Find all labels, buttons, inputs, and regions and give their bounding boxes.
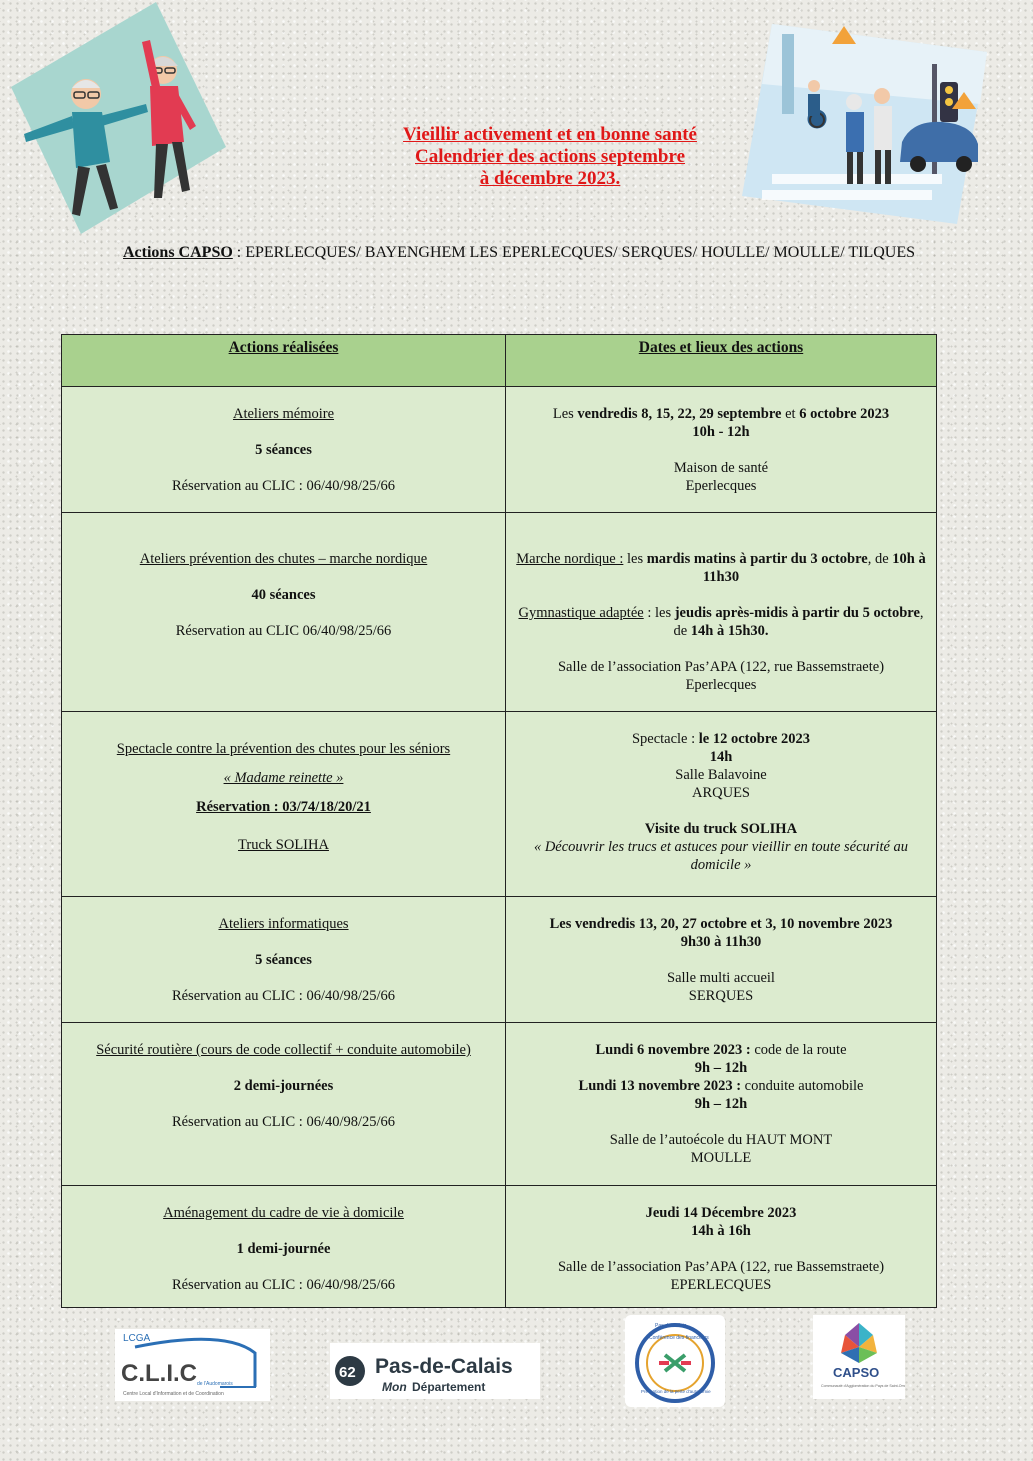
time-range: 9h – 12h (694, 1096, 748, 1112)
session-desc: code de la route (750, 1042, 847, 1058)
place-city: EPERLECQUES (670, 1277, 772, 1293)
show-label: Spectacle : (631, 731, 699, 747)
dates-cell (506, 897, 937, 1023)
capso-sub-text: Communauté d'Agglomération du Pays de Saint-Omer (821, 1384, 905, 1388)
action-title: Aménagement du cadre de vie à domicile (163, 1205, 404, 1221)
action-cell (62, 712, 506, 897)
action-title: Ateliers prévention des chutes – marche nordique (139, 551, 428, 567)
show-title: « Madame reinette » (223, 770, 344, 786)
header-dates: Dates et lieux des actions (506, 335, 937, 387)
action-cell (62, 513, 506, 712)
clic-sub-text: de l'Audomarois (197, 1381, 233, 1387)
visit-title: Visite du truck SOLIHA (644, 821, 798, 837)
action-reservation: Réservation : 03/74/18/20/21 (196, 799, 371, 815)
clic-caption: Centre Local d'Information et de Coordination (123, 1391, 224, 1397)
visit-description: « Découvrir les trucs et astuces pour vieillir en toute sécurité au domicile » (533, 839, 909, 873)
action-title: Ateliers mémoire (232, 406, 335, 422)
clic-top-text: LCGA (123, 1333, 151, 1344)
table-row (62, 1023, 937, 1186)
action-sessions: 5 séances (255, 442, 312, 458)
action-sessions: 1 demi-journée (236, 1241, 331, 1257)
place-name: Maison de santé (673, 460, 769, 476)
place-city: MOULLE (690, 1150, 752, 1166)
activity-text: les (623, 551, 647, 567)
activity-time: 10h à 11h30 (702, 551, 926, 585)
action-cell (62, 387, 506, 513)
table-row (62, 513, 937, 712)
activity-label: Marche nordique : (516, 551, 624, 567)
place-city: SERQUES (688, 988, 754, 1004)
action-sessions: 2 demi-journées (233, 1078, 334, 1094)
date-range: Jeudi 14 Décembre 2023 (645, 1205, 797, 1221)
conference-financeurs-logo (625, 1315, 725, 1407)
action-reservation: Réservation au CLIC 06/40/98/25/66 (175, 623, 392, 639)
conf-bottom-text: Prévention de la perte d'autonomie (641, 1389, 711, 1394)
action-cell (62, 897, 506, 1023)
time-range: 10h - 12h (692, 424, 750, 440)
table-row (62, 712, 937, 897)
intro-text: : EPERLECQUES/ BAYENGHEM LES EPERLECQUES/ SERQUES/ HOULLE/ MOULLE/ TILQUES (232, 244, 916, 261)
capso-text: CAPSO (833, 1365, 880, 1380)
place-city: Eperlecques (685, 478, 757, 494)
pdc-dept: Département (412, 1380, 486, 1394)
pdc-name: Pas-de-Calais (375, 1355, 513, 1378)
pdc-mon: Mon (382, 1380, 407, 1394)
dates-cell (506, 513, 937, 712)
seniors-exercising-illustration (6, 2, 226, 242)
date-conj: et (781, 406, 800, 422)
time-range: 14h (709, 749, 733, 765)
activity-text: , de (673, 605, 924, 639)
time-range: 14h à 16h (691, 1223, 751, 1239)
table-header-row (62, 335, 937, 387)
activity-schedule: mardis matins à partir du 3 octobre (646, 551, 868, 567)
title-line-3: à décembre 2023. (479, 168, 621, 189)
table-row (62, 897, 937, 1023)
session-date: Lundi 13 novembre 2023 : (578, 1078, 742, 1094)
action-title: Spectacle contre la prévention des chutes pour les séniors (116, 741, 451, 757)
title-line-2: Calendrier des actions septembre (414, 146, 686, 167)
date-days: vendredis 8, 15, 22, 29 septembre (577, 406, 782, 422)
activity-text: : les (643, 605, 675, 621)
action-sessions: 5 séances (255, 952, 312, 968)
place-name: Salle Balavoine (675, 767, 767, 783)
action-reservation: Réservation au CLIC : 06/40/98/25/66 (171, 1277, 396, 1293)
document-title (330, 124, 770, 190)
place-name: Salle de l’autoécole du HAUT MONT (609, 1132, 833, 1148)
action-reservation: Réservation au CLIC : 06/40/98/25/66 (171, 1114, 396, 1130)
actions-table (61, 334, 937, 1308)
time-range: 9h30 à 11h30 (680, 934, 762, 950)
clic-logo (115, 1329, 270, 1401)
activity-text: , de (867, 551, 893, 567)
action-title: Sécurité routière (cours de code collectif + conduite automobile) (96, 1042, 471, 1058)
action-cell (62, 1023, 506, 1186)
place-city: ARQUES (691, 785, 750, 801)
place-city: Eperlecques (685, 677, 757, 693)
activity-time: 14h à 15h30. (690, 623, 769, 639)
dates-cell (506, 1186, 937, 1308)
conf-top-text: Pas-de-Calais (655, 1323, 687, 1329)
action-reservation: Réservation au CLIC : 06/40/98/25/66 (171, 988, 396, 1004)
place-name: Salle de l’association Pas’APA (122, rue Bassemstraete) (557, 659, 885, 675)
action-cell (62, 1186, 506, 1308)
session-date: Lundi 6 novembre 2023 : (595, 1042, 751, 1058)
action-sessions: 40 séances (251, 587, 316, 603)
place-name: Salle multi accueil (667, 970, 775, 986)
activity-schedule: jeudis après-midis à partir du 5 octobre (674, 605, 920, 621)
title-line-1: Vieillir activement et en bonne santé (403, 124, 697, 145)
intro-paragraph (123, 242, 923, 263)
date-prefix: Les (552, 406, 578, 422)
partner-logos (0, 1315, 1033, 1405)
show-date: le 12 octobre 2023 (698, 731, 811, 747)
place-name: Salle de l’association Pas’APA (122, rue Bassemstraete) (557, 1259, 885, 1275)
table-row (62, 1186, 937, 1308)
date-end: 6 octobre 2023 (799, 406, 890, 422)
clic-main-text: C.L.I.C (121, 1360, 197, 1387)
header-actions: Actions réalisées (62, 335, 506, 387)
date-range: Les vendredis 13, 20, 27 octobre et 3, 10 novembre 2023 (549, 916, 893, 932)
dates-cell (506, 712, 937, 897)
conf-arc-text: Conférence des financeurs (649, 1335, 709, 1341)
action-reservation: Réservation au CLIC : 06/40/98/25/66 (171, 478, 396, 494)
intro-label: Actions CAPSO (123, 244, 233, 261)
time-range: 9h – 12h (694, 1060, 748, 1076)
pdc-number: 62 (339, 1364, 356, 1381)
activity-label: Gymnastique adaptée (518, 605, 644, 621)
action-title: Ateliers informatiques (218, 916, 349, 932)
pas-de-calais-logo (330, 1343, 540, 1399)
dates-cell (506, 387, 937, 513)
session-desc: conduite automobile (741, 1078, 864, 1094)
capso-logo (813, 1315, 905, 1399)
table-row (62, 387, 937, 513)
street-crossing-illustration (742, 24, 987, 224)
dates-cell (506, 1023, 937, 1186)
truck-name: Truck SOLIHA (238, 837, 329, 853)
